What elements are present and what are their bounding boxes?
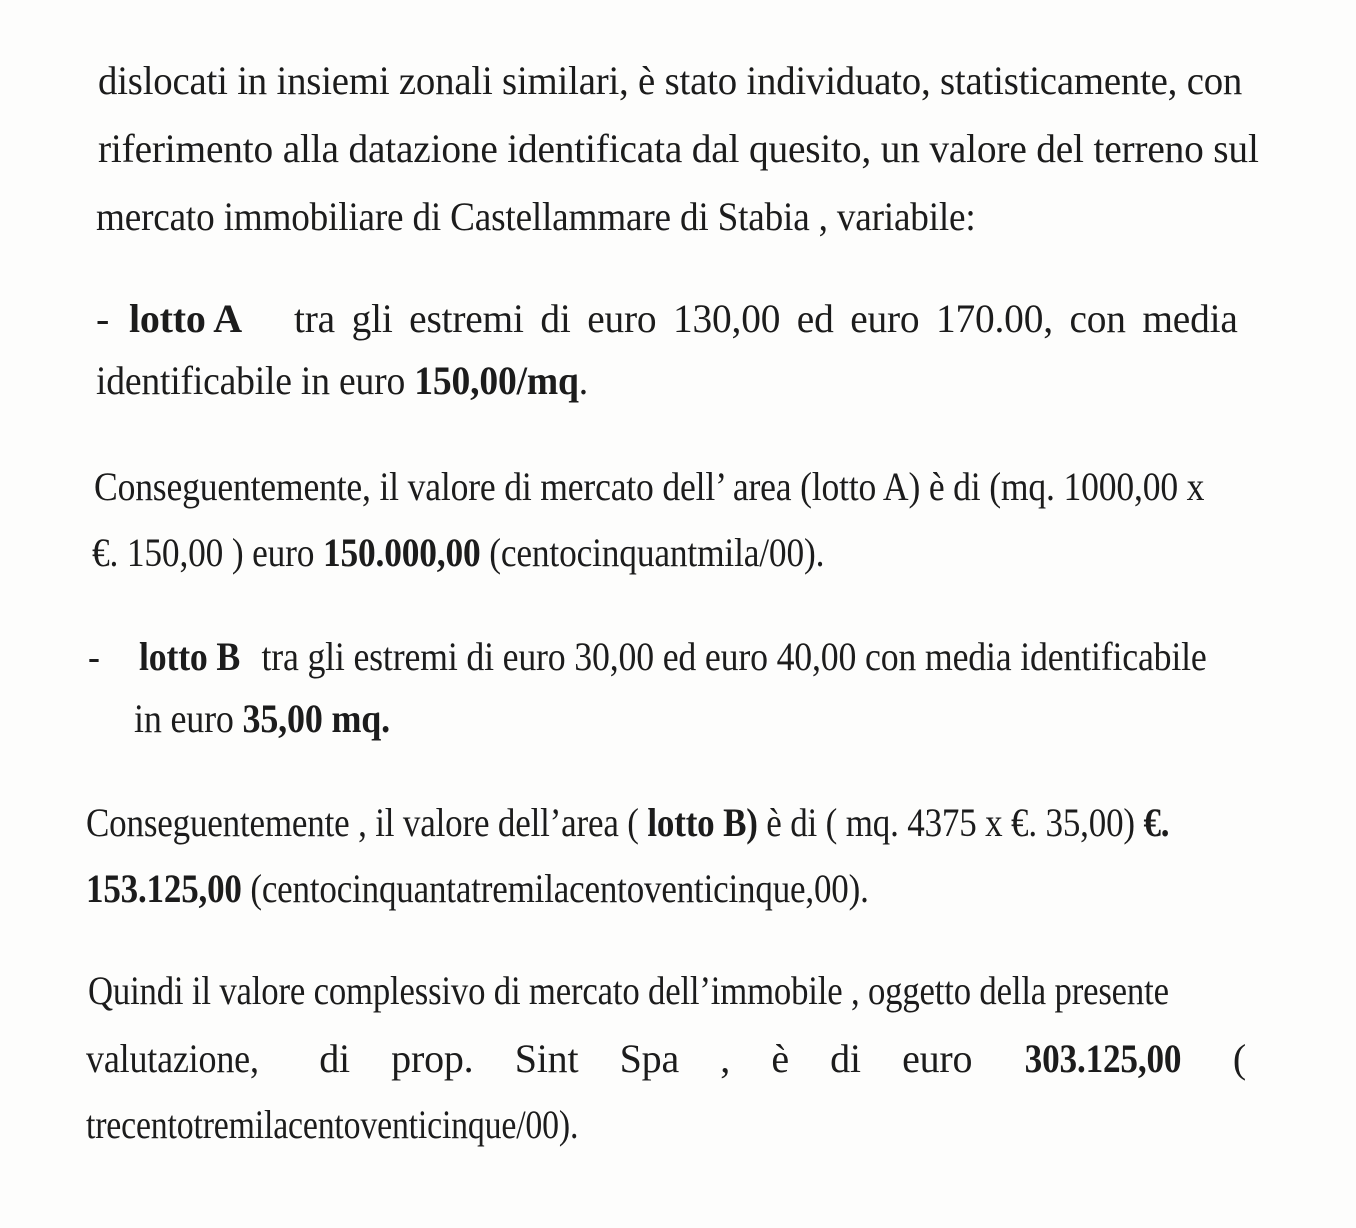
word: valutazione, xyxy=(86,1036,259,1081)
lotto-b-value: 153.125,00 xyxy=(86,866,242,911)
euro-sign: €. xyxy=(1143,800,1170,845)
text: dislocati in insiemi zonali similari, è stato individuato, statisticamente, con xyxy=(98,58,1243,103)
quindi-line2 xyxy=(86,1034,1246,1084)
quindi-line1 xyxy=(88,966,1169,1016)
lotto-a-dash: - xyxy=(96,296,110,341)
word: è xyxy=(771,1036,789,1081)
text: in euro xyxy=(134,696,243,741)
text: (centocinquantmila/00). xyxy=(480,530,825,575)
conseguentemente-a-line1 xyxy=(94,462,1204,512)
lotto-b-text: tra gli estremi di euro 30,00 ed euro 40,00 con media identificabile xyxy=(261,634,1207,679)
lotto-a-text: tra gli estremi di euro 130,00 ed euro 170.00, con media xyxy=(294,296,1238,341)
paragraph1-line1 xyxy=(98,56,1243,106)
word: Sint xyxy=(514,1036,579,1081)
lotto-b-line1 xyxy=(88,632,1207,682)
word: ( xyxy=(1232,1036,1246,1081)
text: è di ( mq. 4375 x €. 35,00) xyxy=(757,800,1144,845)
text: mercato immobiliare di Castellammare di Stabia , variabile: xyxy=(96,194,976,239)
conseguentemente-b-line2 xyxy=(86,864,869,914)
word: prop. xyxy=(391,1036,474,1081)
text: €. 150,00 ) euro xyxy=(92,530,323,575)
lotto-b-line2 xyxy=(134,694,390,744)
text: riferimento alla datazione identificata dal quesito, un valore del terreno sul xyxy=(98,126,1259,171)
quindi-line3 xyxy=(86,1100,578,1150)
lotto-a-value: 150.000,00 xyxy=(322,530,481,575)
word: Spa xyxy=(619,1036,680,1081)
lotto-a-line2 xyxy=(96,356,588,406)
word: di xyxy=(830,1036,861,1081)
text: Conseguentemente , il valore dell’area ( xyxy=(86,800,648,845)
conseguentemente-b-line1 xyxy=(86,798,1169,848)
lotto-a-price: 150,00/mq xyxy=(414,358,579,403)
conseguentemente-a-line2 xyxy=(92,528,824,578)
lotto-b-dash: - xyxy=(88,634,100,679)
total-value: 303.125,00 xyxy=(1024,1036,1181,1081)
text: identificabile in euro xyxy=(96,358,415,403)
paragraph1-line2 xyxy=(98,124,1259,174)
text: trecentotremilacentoventicinque/00). xyxy=(86,1102,579,1147)
paragraph1-line3 xyxy=(96,192,975,242)
word: , xyxy=(720,1036,731,1081)
lotto-b-ref: lotto B) xyxy=(647,800,758,845)
text: . xyxy=(578,358,588,403)
text: Conseguentemente, il valore di mercato dell’ area (lotto A) è di (mq. 1000,00 x xyxy=(94,464,1205,509)
lotto-b-label: lotto B xyxy=(138,634,241,679)
lotto-b-price: 35,00 mq. xyxy=(242,696,390,741)
word: di xyxy=(319,1036,350,1081)
word: euro xyxy=(902,1036,973,1081)
text: (centocinquantatremilacentoventicinque,00). xyxy=(241,866,869,911)
lotto-a-line1 xyxy=(96,294,1252,344)
text: Quindi il valore complessivo di mercato dell’immobile , oggetto della presente xyxy=(88,968,1169,1013)
lotto-a-label: lotto A xyxy=(128,296,242,341)
